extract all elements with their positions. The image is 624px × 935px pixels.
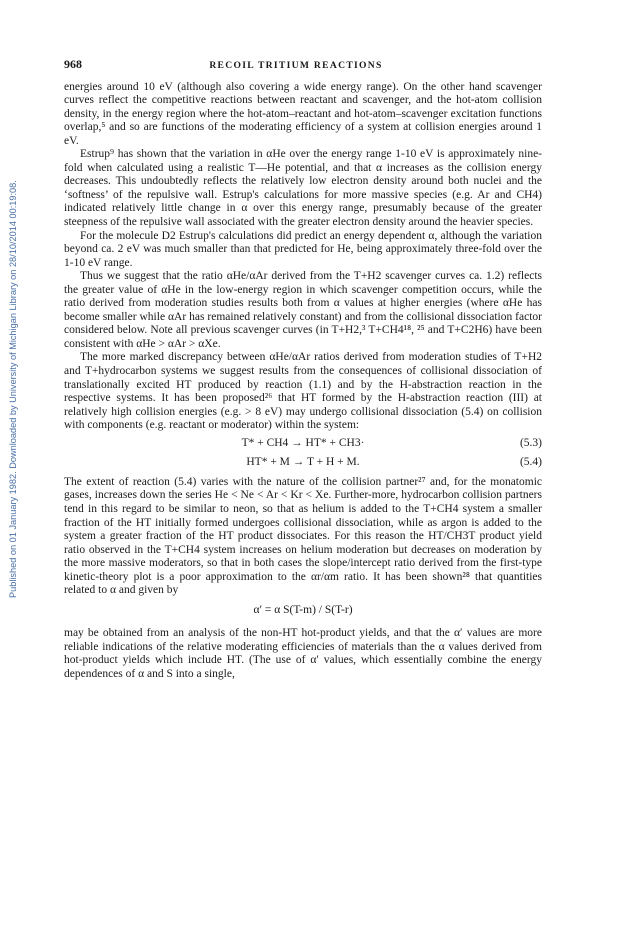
paragraph-6: The extent of reaction (5.4) varies with the nature of the collision partner²⁷ and, for the monatomic gases, increases down the series He < Ne < Ar < Kr < Xe. Further-more, hydrocarbon collision partners tend in this regard to be similar to neon, so that as helium is added to the T+CH4 system a smaller fraction of the HT initially formed undergoes collisional dissociation, while as argon is added to the system a greater fraction of the HT product dissociates. For this reason the HT/CH3T product yield ratio observed in the T+CH4 system increases on helium moderation but decreases on moderation by the more massive moderators, so that in both cases the slope/intercept ratio derived from the first-type kinetic-theory plot is a poor approximation to the αr/αm ratio. It has been shown²⁸ that quantities related to α and given by: [64, 475, 542, 597]
paragraph-4: Thus we suggest that the ratio αHe/αAr derived from the T+H2 scavenger curves ca. 1.2) reflects the greater value of αHe in the low-energy region in which scavenger competition occurs, while the ratio derived from moderation studies results both from α values at higher energies (where αHe has become smaller while αAr has remained relatively constant) and from the collisional dissociation factor considered below. Note all previous scavenger curves (in T+H2,³ T+CH4¹⁸, ²⁵ and T+C2H6) have been consistent with αHe > αAr > αXe.: [64, 270, 542, 350]
equation-5-4: [64, 456, 542, 470]
paragraph-7: may be obtained from an analysis of the non-HT hot-product yields, and that the α′ values are more reliable indications of the relative moderating efficiencies of materials than the α values derived from hot-product yields which include HT. (The use of α′ values, which essentially combine the energy dependences of α and S into a single,: [64, 627, 542, 680]
running-title: RECOIL TRITIUM REACTIONS: [209, 60, 383, 71]
equation-5-3: [64, 437, 542, 451]
download-attribution: [8, 128, 18, 598]
equation-5-4-number: (5.4): [519, 456, 542, 469]
page-number: 968: [64, 57, 82, 71]
alpha-prime-formula: α′ = α S(T-m) / S(T-r): [253, 603, 353, 616]
equation-5-3-expression: T* + CH4 → HT* + CH3·: [241, 436, 365, 449]
page-header: [64, 58, 542, 73]
page-body: [64, 58, 542, 682]
paragraph-5: The more marked discrepancy between αHe/αAr ratios derived from moderation studies of T+H2 and T+hydrocarbon systems we suggest results from the consequences of collisional dissociation of translationally excited HT produced by reaction (1.1) and by the H-abstraction reaction in the respective systems. It has been proposed²⁶ that HT formed by the H-abstraction reaction (III) at relatively high collision energies (e.g. > 8 eV) may undergo collisional dissociation (5.4) on collision with components (e.g. reactant or moderator) within the system:: [64, 351, 542, 432]
paragraph-2: Estrup⁹ has shown that the variation in αHe over the energy range 1-10 eV is approximately nine-fold when calculated using a realistic T—He potential, and that α increases as the collision energy decreases. This undoubtedly reflects the relatively low electron density around both nuclei and the ‘softness’ of the repulsive wall. Estrup's calculations for more massive species (e.g. Ar and CH4) indicated relatively little change in α over this energy range, presumably because of the greater steepness of the repulsive wall associated with the greater electron density around the heavier species.: [64, 148, 542, 229]
paragraph-3: For the molecule D2 Estrup's calculations did predict an energy dependent α, although the variation beyond ca. 2 eV was much smaller than that predicted for He, being approximately three-fold over the 1-10 eV range.: [64, 229, 542, 269]
alpha-prime-equation: [64, 604, 542, 618]
equation-5-3-number: (5.3): [519, 436, 542, 449]
paragraph-1: energies around 10 eV (although also covering a wide energy range). On the other hand scavenger curves reflect the competitive reactions between reactant and scavenger, and the hot-atom collision density, in the energy region where the hot-atom–reactant and hot-atom–scavenger excitation functions overlap,⁵ and so are functions of the moderating efficiency of a system at collision energies around 1 eV.: [64, 80, 542, 147]
download-attribution-text: Published on 01 January 1982. Downloaded by University of Michigan Library on 28/10/2014 00:19:08.: [8, 180, 18, 598]
equation-5-4-expression: HT* + M → T + H + M.: [246, 456, 360, 469]
